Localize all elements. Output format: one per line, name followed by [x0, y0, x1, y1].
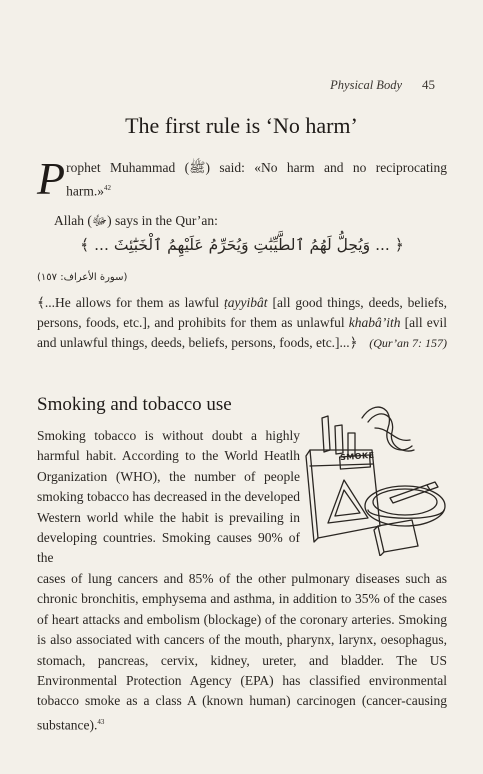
footnote-marker: 42: [103, 184, 111, 192]
verse-translation: ﴾...He allows for them as lawful ṭayyibât [all good things, deeds, beliefs, persons, foods, etc.], and prohibits for them as unlawful khabâ’ith [all evil and unlawful things, deeds, beliefs, persons, foods, etc.]...﴿ (Qur’an 7: 157): [37, 293, 447, 353]
verse-citation: (Qur’an 7: 157): [369, 336, 447, 350]
running-title: Physical Body: [330, 78, 402, 92]
arabic-verse: ﴿ ... وَيُحِلُّ لَهُمُ ٱلطَّيِّبَٰتِ وَيُحَرِّمُ عَلَيْهِمُ ٱلْخَبَٰٓئِثَ ... ﴾: [80, 236, 404, 254]
smoking-paragraph-top: Smoking tobacco is without doubt a highly harmful habit. According to the World Heatlh Organization (WHO), the number of people smoking tobacco has decreased in the developed Western world while the habit is prevailing in developing countries. Smoking causes 90% of the: [37, 428, 300, 566]
quran-intro: Allah (ﷻ) says in the Qur’an:: [54, 213, 218, 228]
term-khabaith: khabâ’ith: [348, 315, 401, 330]
running-head: [330, 77, 435, 93]
pack-label: SMOKE: [339, 450, 375, 463]
arabic-reference: (سورة الأعراف: ١٥٧): [37, 272, 128, 283]
drop-cap: P: [37, 153, 66, 204]
hadith-paragraph: [37, 153, 447, 204]
cigarette-pack-ashtray-illustration: [300, 398, 450, 556]
section-title: The first rule is ‘No harm’: [125, 113, 358, 138]
subsection-title: Smoking and tobacco use: [37, 394, 232, 415]
page-number: 45: [422, 77, 435, 92]
footnote-marker: 43: [97, 717, 105, 726]
smoking-paragraph-bottom: cases of lung cancers and 85% of the other pulmonary diseases such as chronic bronchitis, emphysema and asthma, in addition to 35% of the cases of heart attacks and embolism (blockage) of the coronary arteries. Smoking is also associated with cancers of the mouth, pharynx, larynx, oesophagus, stomach, pancreas, cervix, kidney, ureter, and bladder. The US Environmental Protection Agency (EPA) has classified environmental tobacco smoke as a class A (known human) carcinogen (cancer-causing substance).$^{43}$: [37, 571, 447, 733]
term-tayyibat: ṭayyibât: [224, 295, 268, 310]
hadith-text: rophet Muhammad (ﷺ) said: «No harm and no reciprocating harm.»: [66, 160, 447, 199]
